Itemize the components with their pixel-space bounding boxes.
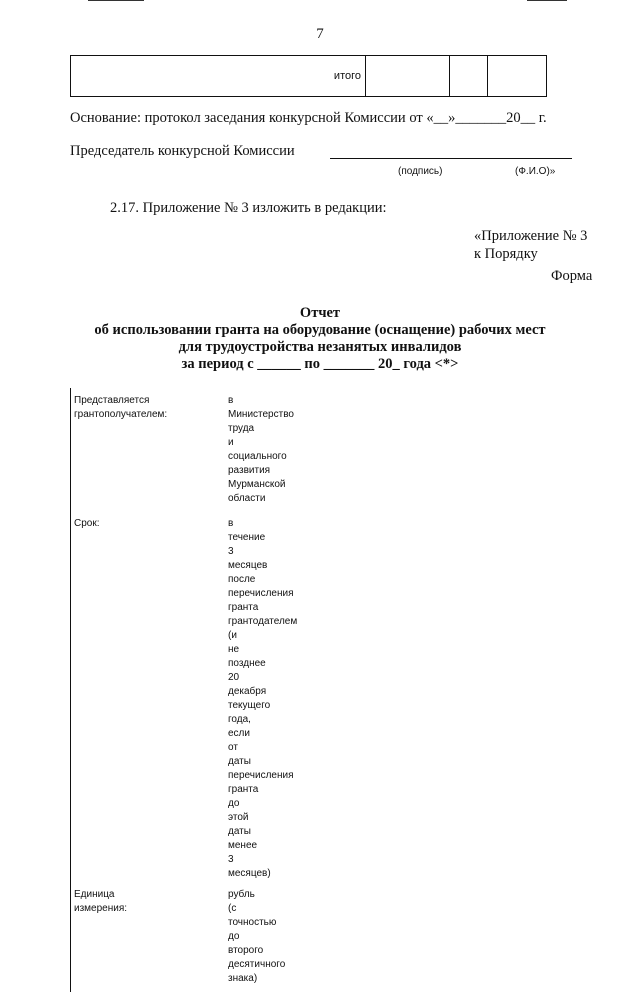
signature-caption: (подпись) — [398, 166, 443, 177]
table-row — [71, 389, 561, 512]
info-table — [70, 388, 561, 992]
appendix-line-1: «Приложение № 3 — [474, 228, 588, 244]
total-table — [70, 55, 547, 97]
table-row — [71, 887, 561, 992]
report-period: за период с ______ по _______ 20_ года <*> — [181, 356, 459, 372]
table-row — [71, 512, 561, 887]
scan-mark-right — [527, 0, 567, 1]
scan-mark-left — [88, 0, 144, 1]
total-cell-2 — [450, 56, 488, 97]
total-cell-1 — [366, 56, 450, 97]
total-row — [71, 56, 547, 97]
report-title: Отчет — [299, 305, 341, 321]
form-label: Форма — [551, 268, 593, 284]
appendix-line-2: к Порядку — [474, 246, 538, 262]
info-label: Представляется грантополучателем: — [74, 395, 168, 420]
name-caption: (Ф.И.О)» — [515, 166, 556, 177]
info-label: Единица измерения: — [74, 889, 128, 914]
chairman-label: Председатель конкурсной Комиссии — [70, 143, 295, 159]
clause-text: 2.17. Приложение № 3 изложить в редакции: — [110, 200, 387, 216]
info-value: рубль (с точностью до второго десятичного знака) — [228, 889, 286, 984]
info-value: в Министерство труда и социального развития Мурманской области — [228, 395, 294, 504]
total-label: итого — [71, 56, 366, 97]
page-number: 7 — [316, 26, 324, 42]
info-label: Срок: — [74, 518, 100, 529]
basis-line: Основание: протокол заседания конкурсной Комиссии от «__»_______20__ г. — [70, 110, 547, 126]
total-cell-3 — [488, 56, 547, 97]
report-subtitle-1: об использовании гранта на оборудование (оснащение) рабочих мест — [94, 322, 546, 338]
signature-line — [330, 158, 572, 159]
info-value: в течение 3 месяцев после перечисления гранта грантодателем (и не позднее 20 декабря текущего года, если от даты перечисления гранта до этой даты менее 3 месяцев) — [228, 518, 298, 879]
report-subtitle-2: для трудоустройства незанятых инвалидов — [178, 339, 462, 355]
